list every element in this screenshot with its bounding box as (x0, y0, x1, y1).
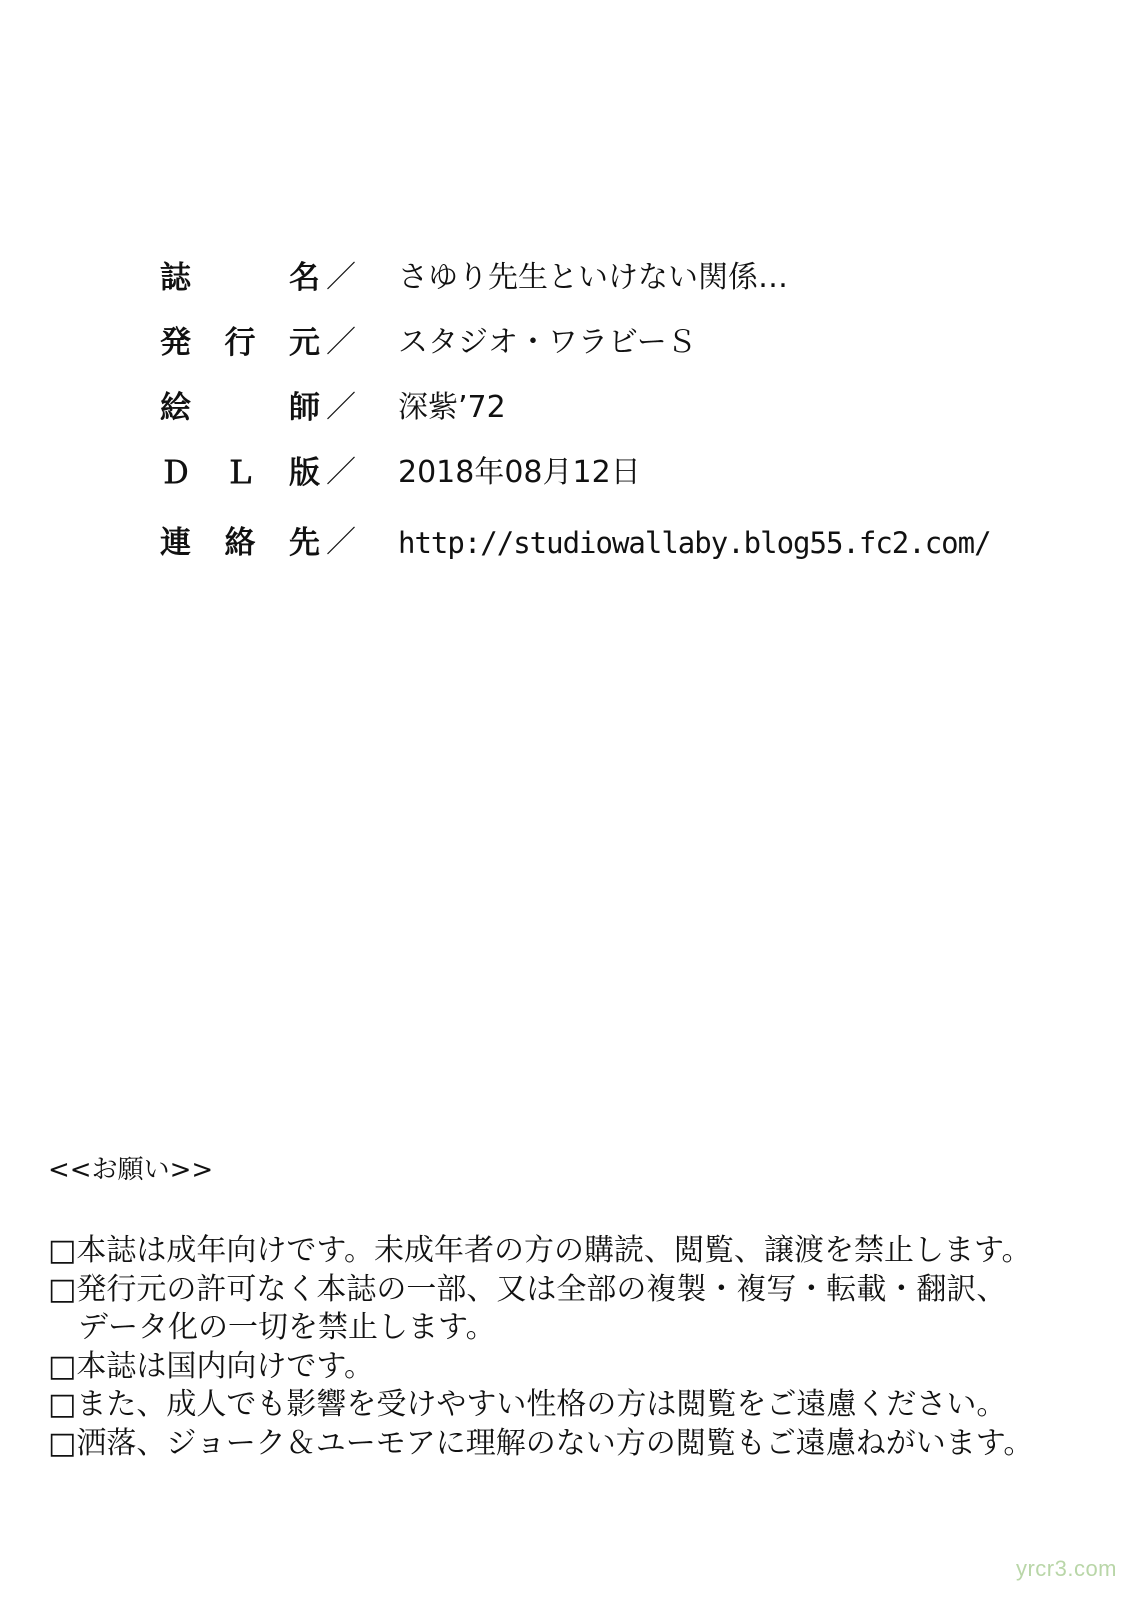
artist-label (160, 383, 320, 433)
colophon (0, 0, 1135, 600)
notice-item-adults-only: □本誌は成年向けです。未成年者の方の購読、閲覧、譲渡を禁止します。 (48, 1233, 1032, 1268)
title-row (0, 253, 1135, 303)
site-watermark: yrcr3.com (1015, 1556, 1117, 1581)
contact-url: http://studiowallaby.blog55.fc2.com/ (398, 525, 991, 560)
dl-edition-label-char-2: Ｌ (224, 454, 256, 491)
publisher-label-char-1: 発 (160, 324, 191, 361)
artist-label-char-1: 絵 (160, 389, 191, 426)
title-label (160, 253, 320, 303)
dl-edition-value: 2018年08月12日 (398, 455, 641, 490)
contact-separator: ／ (326, 525, 356, 560)
publisher-label-char-2: 行 (224, 324, 256, 361)
contact-row (0, 518, 1135, 568)
dl-edition-row (0, 448, 1135, 498)
dl-edition-label (160, 448, 320, 498)
artist-row (0, 383, 1135, 433)
request-notice (48, 1150, 1108, 1463)
title-label-char-2: 名 (289, 259, 320, 296)
publisher-label-char-3: 元 (289, 324, 320, 361)
title-label-char-1: 誌 (160, 259, 191, 296)
contact-label-char-1: 連 (160, 524, 191, 561)
publisher-value: スタジオ・ワラビーＳ (398, 325, 697, 360)
artist-value: 深紫’72 (398, 390, 506, 425)
notice-item-no-reproduction: □発行元の許可なく本誌の一部、又は全部の複製・複写・転載・翻訳、 (48, 1271, 1007, 1307)
publisher-separator: ／ (326, 325, 356, 360)
contact-label (160, 518, 320, 568)
dl-edition-label-char-1: Ｄ (160, 454, 191, 491)
contact-label-char-3: 先 (289, 524, 320, 561)
artist-label-char-2: 師 (289, 389, 320, 426)
dl-edition-label-char-3: 版 (289, 454, 320, 491)
dl-edition-separator: ／ (326, 455, 356, 490)
publisher-label (160, 318, 320, 368)
notice-heading: <<お願い>> (48, 1155, 214, 1185)
notice-item-sensitive-readers: □また、成人でも影響を受けやすい性格の方は閲覧をご遠慮ください。 (48, 1387, 1007, 1422)
notice-item-domestic: □本誌は国内向けです。 (48, 1348, 374, 1384)
publisher-row (0, 318, 1135, 368)
notice-list (48, 1232, 1108, 1463)
artist-separator: ／ (326, 390, 356, 425)
contact-label-char-2: 絡 (224, 524, 256, 561)
notice-item-humor: □洒落、ジョーク＆ユーモアに理解のない方の閲覧もご遠慮ねがいます。 (48, 1425, 1034, 1461)
title-separator: ／ (326, 260, 356, 295)
notice-item-no-reproduction-cont: データ化の一切を禁止します。 (78, 1310, 496, 1345)
title-value: さゆり先生といけない関係… (398, 260, 788, 295)
